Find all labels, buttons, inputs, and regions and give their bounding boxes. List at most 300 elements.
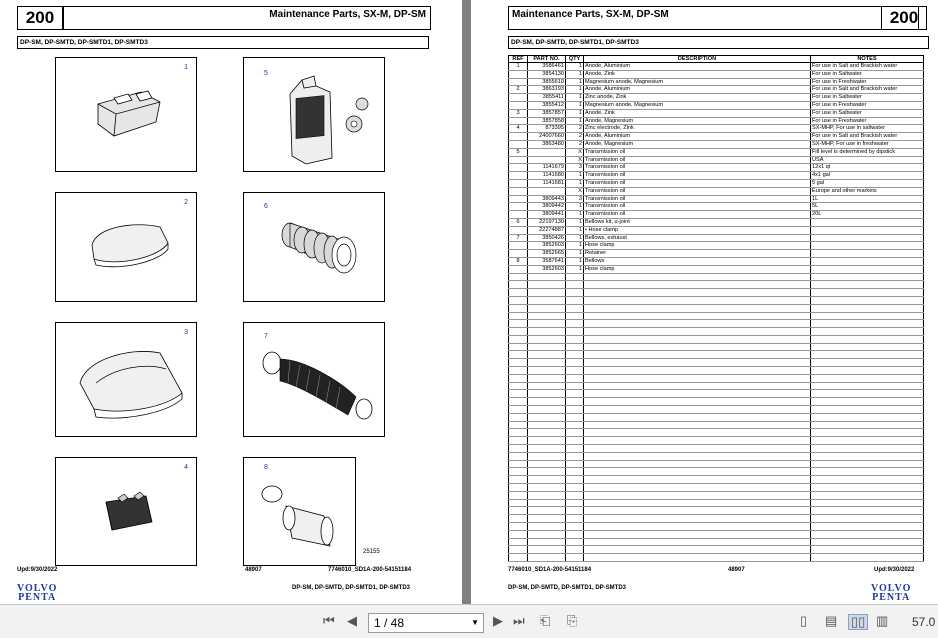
cell-ref (509, 273, 528, 281)
two-page-view-icon[interactable]: ▯▯ (848, 614, 868, 630)
table-row (509, 203, 924, 211)
cell-ref (509, 374, 528, 382)
cell-description (584, 406, 811, 414)
cell-description: Bellows, exhaust (584, 234, 811, 242)
cell-notes: For use in Saltwater (811, 70, 924, 78)
illustration-8 (243, 457, 356, 566)
cell-ref (509, 203, 528, 211)
cell-qty (566, 390, 584, 398)
cell-part-no: 22274887 (528, 226, 566, 234)
exhaust-bellows-drawing (244, 323, 384, 436)
cell-notes (811, 218, 924, 226)
cell-qty (566, 515, 584, 523)
cell-ref: 5 (509, 148, 528, 156)
table-row-empty (509, 359, 924, 367)
cell-notes (811, 289, 924, 297)
cell-description (584, 398, 811, 406)
table-row-empty (509, 515, 924, 523)
footer-date: Upd:9/30/2022 (874, 567, 915, 573)
cell-part-no (528, 429, 566, 437)
logo-line-1: VOLVO (17, 583, 58, 594)
cell-part-no (528, 343, 566, 351)
cell-ref (509, 78, 528, 86)
cell-ref (509, 101, 528, 109)
footer-code: 48907 (245, 567, 262, 573)
bellows-kit-drawing (244, 193, 384, 301)
cell-qty (566, 546, 584, 554)
cell-qty: 2 (566, 125, 584, 133)
cell-part-no: 1141679 (528, 164, 566, 172)
table-row (509, 101, 924, 109)
cell-description: Magnesium anode, Magnesium (584, 101, 811, 109)
cell-qty (566, 398, 584, 406)
cell-notes: SX-MHP, For use in saltwater (811, 125, 924, 133)
cell-description (584, 413, 811, 421)
cell-ref (509, 226, 528, 234)
table-row (509, 94, 924, 102)
table-row-empty (509, 281, 924, 289)
cell-notes (811, 460, 924, 468)
cell-notes (811, 374, 924, 382)
cell-ref (509, 343, 528, 351)
table-row (509, 156, 924, 164)
cell-part-no: 3586461 (528, 63, 566, 71)
cell-notes (811, 523, 924, 531)
cell-description (584, 460, 811, 468)
cell-part-no: 3857858 (528, 117, 566, 125)
cell-ref: 3 (509, 109, 528, 117)
cell-qty (566, 289, 584, 297)
cell-notes (811, 320, 924, 328)
volvo-penta-logo (871, 584, 911, 602)
cell-qty (566, 406, 584, 414)
anode-plate-drawing (56, 323, 196, 436)
cell-notes (811, 476, 924, 484)
cell-ref (509, 281, 528, 289)
cell-ref (509, 491, 528, 499)
cell-description (584, 281, 811, 289)
footer-date: Upd:9/30/2022 (17, 567, 58, 573)
table-row-empty (509, 491, 924, 499)
table-row-empty (509, 374, 924, 382)
cell-description: Zinc electrode, Zink (584, 125, 811, 133)
table-row (509, 109, 924, 117)
table-row (509, 187, 924, 195)
cell-description: Anode, Magnesium (584, 117, 811, 125)
cell-notes (811, 281, 924, 289)
cell-ref (509, 367, 528, 375)
parts-table-body (509, 63, 924, 562)
cell-notes: For use in Saltwater (811, 94, 924, 102)
cell-part-no: 3587641 (528, 257, 566, 265)
cell-part-no: 3809443 (528, 195, 566, 203)
cell-part-no: 3855411 (528, 94, 566, 102)
cell-ref (509, 250, 528, 258)
cell-notes (811, 367, 924, 375)
cell-qty: 1 (566, 78, 584, 86)
cell-notes: Fill level is determined by dipstick (811, 148, 924, 156)
cell-notes: For use in Freshwater (811, 78, 924, 86)
cell-notes (811, 406, 924, 414)
cell-description: Bellows kit, u-joint (584, 218, 811, 226)
cell-description (584, 468, 811, 476)
col-part-no: PART NO. (528, 56, 566, 63)
cell-part-no (528, 281, 566, 289)
logo-line-2: PENTA (18, 592, 57, 603)
cell-ref (509, 476, 528, 484)
logo-line-2: PENTA (872, 592, 911, 603)
anode-cover-drawing (56, 193, 196, 301)
cell-part-no (528, 148, 566, 156)
illustration-3 (55, 322, 197, 437)
cell-qty (566, 374, 584, 382)
cell-part-no (528, 538, 566, 546)
table-row-empty (509, 429, 924, 437)
cell-description: Anode, Zink (584, 70, 811, 78)
table-row-empty (509, 304, 924, 312)
cell-notes: SX-MHP, For use in freshwater (811, 140, 924, 148)
model-subtitle: DP-SM, DP-SMTD, DP-SMTD1, DP-SMTD3 (508, 36, 929, 49)
cell-qty (566, 429, 584, 437)
table-row-empty (509, 390, 924, 398)
table-row-empty (509, 546, 924, 554)
cell-qty (566, 296, 584, 304)
cell-part-no: 1141680 (528, 172, 566, 180)
cell-qty: 1 (566, 179, 584, 187)
cell-qty (566, 437, 584, 445)
table-row (509, 195, 924, 203)
cell-description (584, 484, 811, 492)
cell-part-no: 3863480 (528, 140, 566, 148)
cell-ref (509, 70, 528, 78)
logo-line-1: VOLVO (871, 583, 912, 594)
cell-ref (509, 499, 528, 507)
cell-qty (566, 421, 584, 429)
cell-notes (811, 413, 924, 421)
footer-models: DP-SM, DP-SMTD, DP-SMTD1, DP-SMTD3 (292, 585, 411, 591)
next-page-icon[interactable]: ▶ (493, 613, 503, 628)
cell-qty: 1 (566, 63, 584, 71)
cell-part-no: 22197130 (528, 218, 566, 226)
cell-part-no: 3852603 (528, 242, 566, 250)
cell-description: Transmission oil (584, 172, 811, 180)
footer-models: DP-SM, DP-SMTD, DP-SMTD1, DP-SMTD3 (508, 585, 627, 591)
table-row (509, 133, 924, 141)
zoom-level[interactable]: 57.0 (912, 615, 936, 629)
cell-part-no (528, 523, 566, 531)
cell-part-no (528, 476, 566, 484)
cell-part-no (528, 187, 566, 195)
cell-part-no (528, 359, 566, 367)
cell-ref (509, 94, 528, 102)
cell-qty (566, 382, 584, 390)
cell-notes: 5L (811, 203, 924, 211)
table-row-empty (509, 468, 924, 476)
table-row-empty (509, 538, 924, 546)
last-page-icon[interactable]: ⏭ (513, 613, 525, 628)
cell-notes (811, 250, 924, 258)
cell-ref (509, 117, 528, 125)
cell-ref (509, 460, 528, 468)
table-row (509, 164, 924, 172)
cell-description: Anode, Zink (584, 109, 811, 117)
cell-description: Zinc anode, Zink (584, 94, 811, 102)
cell-description: Magnesium anode, Magnesium (584, 78, 811, 86)
cell-description (584, 421, 811, 429)
cell-ref (509, 187, 528, 195)
drawing-number: 25155 (363, 549, 380, 555)
cell-ref (509, 335, 528, 343)
page-title-text: Maintenance Parts, SX-M, DP-SM (512, 9, 669, 20)
cell-part-no (528, 499, 566, 507)
cell-part-no (528, 554, 566, 562)
cell-qty: 2 (566, 133, 584, 141)
illustration-ref: 3 (184, 329, 188, 336)
col-ref: REF (509, 56, 528, 63)
cell-qty: 2 (566, 140, 584, 148)
cell-qty: 1 (566, 117, 584, 125)
cell-description: Anode, Magnesium (584, 140, 811, 148)
cell-part-no: 873395 (528, 125, 566, 133)
cell-part-no (528, 468, 566, 476)
cell-notes (811, 530, 924, 538)
cell-qty: 1 (566, 218, 584, 226)
table-header-row (509, 56, 924, 63)
table-row-empty (509, 367, 924, 375)
table-row-empty (509, 499, 924, 507)
cell-notes: For use in Salt and Brackish water (811, 63, 924, 71)
cell-part-no (528, 406, 566, 414)
go-back-icon[interactable]: ⎗ (540, 613, 551, 628)
illustration-2 (55, 192, 197, 302)
cell-ref (509, 296, 528, 304)
cell-qty (566, 367, 584, 375)
cell-notes (811, 390, 924, 398)
cell-qty: 1 (566, 226, 584, 234)
cell-description: Hose clamp (584, 265, 811, 273)
cell-ref (509, 359, 528, 367)
table-row-empty (509, 530, 924, 538)
cell-qty (566, 476, 584, 484)
table-row-empty (509, 320, 924, 328)
cell-notes (811, 468, 924, 476)
illustration-ref: 7 (264, 333, 268, 340)
cell-description: Transmission oil (584, 156, 811, 164)
page-indicator: 1 / 48 (374, 616, 405, 630)
cell-ref (509, 211, 528, 219)
table-row-empty (509, 289, 924, 297)
cell-qty: 1 (566, 234, 584, 242)
cell-ref (509, 156, 528, 164)
previous-page-icon[interactable]: ◀ (347, 613, 357, 628)
cell-notes (811, 499, 924, 507)
cell-description (584, 445, 811, 453)
cell-description (584, 530, 811, 538)
cell-description (584, 351, 811, 359)
cell-description: Transmission oil (584, 148, 811, 156)
table-row-empty (509, 406, 924, 414)
cell-part-no (528, 351, 566, 359)
cell-part-no (528, 382, 566, 390)
cell-notes (811, 484, 924, 492)
cell-qty (566, 530, 584, 538)
cell-qty: 1 (566, 250, 584, 258)
cell-description: Anode, Aluminium (584, 86, 811, 94)
cell-notes: For use in Saltwater (811, 109, 924, 117)
cell-part-no (528, 289, 566, 297)
viewer-toolbar (0, 604, 938, 638)
left-page (0, 0, 462, 604)
page-selector[interactable] (368, 613, 484, 633)
cell-qty (566, 312, 584, 320)
two-page-continuous-icon[interactable]: ▥ (876, 613, 889, 628)
cell-notes: 5 gal (811, 179, 924, 187)
table-row-empty (509, 343, 924, 351)
cell-qty (566, 328, 584, 336)
table-row (509, 257, 924, 265)
cell-description (584, 390, 811, 398)
cell-notes (811, 554, 924, 562)
cell-notes (811, 234, 924, 242)
cell-qty: 1 (566, 203, 584, 211)
cell-description (584, 343, 811, 351)
cell-part-no (528, 491, 566, 499)
cell-part-no (528, 437, 566, 445)
cell-description: Bellows (584, 257, 811, 265)
cell-notes: 4x1 gal (811, 172, 924, 180)
table-row-empty (509, 437, 924, 445)
cell-part-no: 1141681 (528, 179, 566, 187)
cell-part-no (528, 296, 566, 304)
table-row (509, 218, 924, 226)
cell-qty (566, 281, 584, 289)
table-row-empty (509, 296, 924, 304)
cell-description: Transmission oil (584, 164, 811, 172)
cell-qty: 1 (566, 265, 584, 273)
cell-description (584, 359, 811, 367)
cell-ref (509, 468, 528, 476)
cell-notes: 20L (811, 211, 924, 219)
illustration-ref: 6 (264, 203, 268, 210)
page-number: 200 (881, 6, 927, 30)
table-row (509, 63, 924, 71)
cell-description: Transmission oil (584, 179, 811, 187)
cell-notes (811, 515, 924, 523)
cell-notes (811, 382, 924, 390)
cell-ref (509, 398, 528, 406)
cell-ref (509, 406, 528, 414)
cell-qty: 3 (566, 195, 584, 203)
cell-ref (509, 523, 528, 531)
illustration-6 (243, 192, 385, 302)
cell-qty (566, 273, 584, 281)
cell-qty: 1 (566, 94, 584, 102)
cell-description (584, 320, 811, 328)
cell-ref (509, 172, 528, 180)
table-row-empty (509, 507, 924, 515)
cell-part-no (528, 515, 566, 523)
cell-part-no (528, 304, 566, 312)
cell-notes (811, 429, 924, 437)
first-page-icon[interactable]: ⏮ (323, 613, 335, 628)
cell-notes (811, 273, 924, 281)
cell-description: Transmission oil (584, 195, 811, 203)
cell-qty: X (566, 156, 584, 164)
table-row (509, 140, 924, 148)
cell-qty: 1 (566, 109, 584, 117)
cell-description (584, 491, 811, 499)
illustration-ref: 8 (264, 464, 268, 471)
cell-notes (811, 257, 924, 265)
cell-description (584, 328, 811, 336)
cell-qty (566, 351, 584, 359)
chevron-down-icon: ▼ (471, 618, 479, 627)
cell-notes (811, 452, 924, 460)
cell-qty (566, 523, 584, 531)
cell-part-no: 3855610 (528, 78, 566, 86)
cell-ref (509, 242, 528, 250)
illustration-4 (55, 457, 197, 566)
cell-part-no: 3857857 (528, 109, 566, 117)
cell-ref (509, 390, 528, 398)
zinc-electrode-drawing (56, 458, 196, 565)
cell-part-no: 3809442 (528, 203, 566, 211)
cell-qty (566, 359, 584, 367)
cell-qty: 1 (566, 242, 584, 250)
cell-notes (811, 445, 924, 453)
cell-description: Transmission oil (584, 211, 811, 219)
cell-description (584, 289, 811, 297)
cell-description: Retainer (584, 250, 811, 258)
cell-description (584, 335, 811, 343)
cell-part-no: 24007660 (528, 133, 566, 141)
cell-ref (509, 554, 528, 562)
cell-notes (811, 421, 924, 429)
cell-description (584, 296, 811, 304)
cell-qty: 1 (566, 172, 584, 180)
page-number: 200 (17, 6, 63, 30)
cell-part-no (528, 328, 566, 336)
cell-qty (566, 304, 584, 312)
cell-ref (509, 195, 528, 203)
cell-notes (811, 226, 924, 234)
table-row-empty (509, 335, 924, 343)
cell-ref (509, 304, 528, 312)
table-row-empty (509, 328, 924, 336)
cell-qty: 1 (566, 257, 584, 265)
single-page-view-icon[interactable]: ▯ (800, 613, 808, 628)
cell-notes: For use in Salt and Brackish water (811, 133, 924, 141)
go-forward-icon[interactable]: ⎘ (567, 613, 578, 628)
cell-ref (509, 546, 528, 554)
cell-part-no (528, 484, 566, 492)
cell-qty: X (566, 148, 584, 156)
cell-description: Anode, Aluminium (584, 133, 811, 141)
volvo-penta-logo (17, 584, 57, 602)
cell-ref (509, 538, 528, 546)
cell-part-no (528, 390, 566, 398)
page-title-text: Maintenance Parts, SX-M, DP-SM (269, 9, 426, 20)
cell-ref (509, 484, 528, 492)
cell-notes (811, 335, 924, 343)
continuous-view-icon[interactable]: ▤ (825, 613, 838, 628)
cell-description (584, 273, 811, 281)
cell-qty (566, 335, 584, 343)
cell-description (584, 507, 811, 515)
cell-part-no (528, 273, 566, 281)
cell-notes (811, 312, 924, 320)
col-qty: QTY (566, 56, 584, 63)
